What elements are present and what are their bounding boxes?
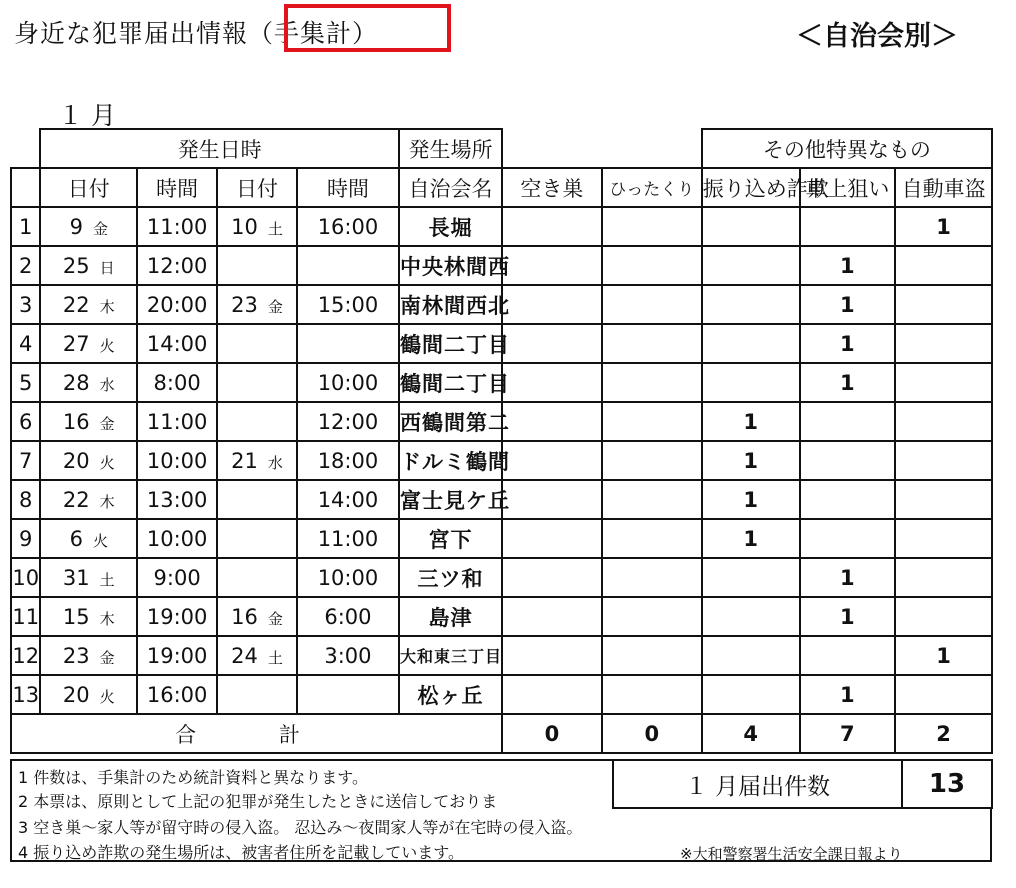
count-hittakuri <box>602 246 702 285</box>
end-date <box>217 558 297 597</box>
header-shajo: 車上狙い <box>800 168 896 207</box>
month-label: １ 月 <box>58 101 116 130</box>
table-body <box>11 207 992 714</box>
occurrence-date <box>40 558 137 597</box>
occurrence-day: 20 <box>62 448 90 473</box>
occurrence-weekday: 土 <box>99 570 115 589</box>
row-number: 8 <box>11 480 40 519</box>
count-jidosha: 1 <box>895 207 992 246</box>
count-akisu <box>502 636 602 675</box>
count-jidosha <box>895 597 992 636</box>
source-credit: ※大和警察署生活安全課日報より <box>680 845 903 863</box>
occurrence-time: 19:00 <box>137 636 217 675</box>
total-shajo: 7 <box>800 714 896 753</box>
count-akisu <box>502 558 602 597</box>
count-shajo: 1 <box>800 285 896 324</box>
count-furikome <box>702 675 800 714</box>
end-time: 10:00 <box>297 558 399 597</box>
occurrence-date <box>40 207 137 246</box>
occurrence-day: 22 <box>62 487 90 512</box>
count-jidosha <box>895 519 992 558</box>
count-akisu <box>502 363 602 402</box>
occurrence-date <box>40 480 137 519</box>
count-shajo: 1 <box>800 363 896 402</box>
row-number: 11 <box>11 597 40 636</box>
count-jidosha <box>895 363 992 402</box>
count-furikome: 1 <box>702 402 800 441</box>
table-row <box>11 675 992 714</box>
note-1: 1 件数は、手集計のため統計資料と異なります。 <box>18 768 368 787</box>
end-time: 18:00 <box>297 441 399 480</box>
count-shajo <box>800 636 896 675</box>
occurrence-date <box>40 519 137 558</box>
row-number: 5 <box>11 363 40 402</box>
count-jidosha <box>895 480 992 519</box>
occurrence-weekday: 金 <box>99 648 115 667</box>
total-furikome: 4 <box>702 714 800 753</box>
occurrence-weekday: 水 <box>99 375 115 394</box>
end-date <box>217 246 297 285</box>
end-weekday: 金 <box>267 297 283 316</box>
page-title-main: 身近な犯罪届出情報 <box>14 19 249 48</box>
end-date <box>217 324 297 363</box>
end-time <box>297 324 399 363</box>
occurrence-time: 16:00 <box>137 675 217 714</box>
table-row <box>11 363 992 402</box>
count-hittakuri <box>602 402 702 441</box>
count-furikome <box>702 207 800 246</box>
row-number: 7 <box>11 441 40 480</box>
monthly-count-box <box>612 759 993 809</box>
occurrence-day: 28 <box>62 370 90 395</box>
count-shajo <box>800 441 896 480</box>
occurrence-weekday: 日 <box>99 258 115 277</box>
occurrence-date <box>40 324 137 363</box>
table-row <box>11 207 992 246</box>
end-date <box>217 675 297 714</box>
page-subtitle: ＜自治会別＞ <box>796 21 958 52</box>
occurrence-weekday: 金 <box>99 414 115 433</box>
occurrence-day: 22 <box>62 292 90 317</box>
page-title <box>14 14 378 50</box>
table-row <box>11 558 992 597</box>
count-furikome <box>702 558 800 597</box>
crime-report-table <box>10 128 993 754</box>
header-occurrence-datetime: 発生日時 <box>40 129 399 168</box>
count-hittakuri <box>602 207 702 246</box>
count-shajo <box>800 402 896 441</box>
end-day: 23 <box>231 292 258 317</box>
table-row <box>11 324 992 363</box>
end-time: 12:00 <box>297 402 399 441</box>
row-number: 12 <box>11 636 40 675</box>
occurrence-time: 13:00 <box>137 480 217 519</box>
association-name: 西鶴間第二 <box>399 402 502 441</box>
occurrence-day: 15 <box>62 604 90 629</box>
end-date <box>217 519 297 558</box>
association-name: 三ツ和 <box>399 558 502 597</box>
red-highlight-box <box>284 4 451 52</box>
row-number: 1 <box>11 207 40 246</box>
count-furikome: 1 <box>702 519 800 558</box>
count-shajo: 1 <box>800 675 896 714</box>
end-time: 14:00 <box>297 480 399 519</box>
association-name: 宮下 <box>399 519 502 558</box>
row-number: 2 <box>11 246 40 285</box>
end-time <box>297 675 399 714</box>
occurrence-time: 20:00 <box>137 285 217 324</box>
occurrence-date <box>40 636 137 675</box>
end-time <box>297 246 399 285</box>
occurrence-date <box>40 246 137 285</box>
header-akisu: 空き巣 <box>502 168 602 207</box>
row-number: 4 <box>11 324 40 363</box>
occurrence-weekday: 金 <box>92 219 108 238</box>
count-akisu <box>502 246 602 285</box>
end-weekday: 金 <box>267 609 283 628</box>
association-name: 富士見ケ丘 <box>399 480 502 519</box>
count-akisu <box>502 675 602 714</box>
association-name: 鶴間二丁目 <box>399 363 502 402</box>
table-row <box>11 285 992 324</box>
end-time: 6:00 <box>297 597 399 636</box>
count-furikome <box>702 636 800 675</box>
blank-cell <box>11 129 40 168</box>
count-akisu <box>502 402 602 441</box>
end-time: 3:00 <box>297 636 399 675</box>
table-row <box>11 636 992 675</box>
occurrence-weekday: 木 <box>99 492 115 511</box>
end-date <box>217 441 297 480</box>
row-number: 6 <box>11 402 40 441</box>
occurrence-day: 27 <box>62 331 90 356</box>
count-furikome <box>702 597 800 636</box>
occurrence-day: 23 <box>62 643 90 668</box>
monthly-count-label: １ 月届出件数 <box>614 761 903 807</box>
occurrence-time: 9:00 <box>137 558 217 597</box>
occurrence-day: 9 <box>69 214 83 239</box>
count-akisu <box>502 207 602 246</box>
end-time: 11:00 <box>297 519 399 558</box>
note-3: 3 空き巣～家人等が留守時の侵入盗。 忍込み～夜間家人等が在宅時の侵入盗。 <box>18 818 583 837</box>
count-furikome <box>702 324 800 363</box>
occurrence-time: 12:00 <box>137 246 217 285</box>
header-other-special: その他特異なもの <box>702 129 992 168</box>
end-date <box>217 402 297 441</box>
end-date <box>217 636 297 675</box>
count-shajo: 1 <box>800 246 896 285</box>
table-row <box>11 441 992 480</box>
association-name: 松ヶ丘 <box>399 675 502 714</box>
count-furikome: 1 <box>702 441 800 480</box>
occurrence-day: 6 <box>69 526 83 551</box>
header-association: 自治会名 <box>399 168 502 207</box>
header-place: 発生場所 <box>399 129 502 168</box>
header-hittakuri: ひったくり <box>602 168 702 207</box>
end-date <box>217 207 297 246</box>
occurrence-day: 31 <box>62 565 90 590</box>
count-jidosha <box>895 246 992 285</box>
occurrence-day: 25 <box>62 253 90 278</box>
count-jidosha <box>895 558 992 597</box>
end-day: 21 <box>231 448 258 473</box>
count-shajo <box>800 480 896 519</box>
end-date <box>217 285 297 324</box>
count-furikome <box>702 246 800 285</box>
count-hittakuri <box>602 480 702 519</box>
count-hittakuri <box>602 324 702 363</box>
count-furikome <box>702 363 800 402</box>
occurrence-date <box>40 597 137 636</box>
count-jidosha <box>895 285 992 324</box>
count-jidosha <box>895 324 992 363</box>
count-hittakuri <box>602 519 702 558</box>
total-label: 合 計 <box>11 714 502 753</box>
association-name: 南林間西北 <box>399 285 502 324</box>
count-shajo: 1 <box>800 558 896 597</box>
header-time-1: 時間 <box>137 168 217 207</box>
occurrence-time: 19:00 <box>137 597 217 636</box>
count-akisu <box>502 480 602 519</box>
occurrence-date <box>40 363 137 402</box>
table-header <box>11 129 992 207</box>
count-jidosha: 1 <box>895 636 992 675</box>
occurrence-weekday: 木 <box>99 297 115 316</box>
count-akisu <box>502 441 602 480</box>
row-number: 9 <box>11 519 40 558</box>
count-shajo <box>800 207 896 246</box>
note-2: 2 本票は、原則として上記の犯罪が発生したときに送信しておりま <box>18 792 498 811</box>
occurrence-weekday: 火 <box>99 687 115 706</box>
header-date-1: 日付 <box>40 168 137 207</box>
occurrence-date <box>40 285 137 324</box>
header-no <box>11 168 40 207</box>
header-furikome: 振り込め詐欺 <box>702 168 800 207</box>
end-weekday: 土 <box>267 648 283 667</box>
total-jidosha: 2 <box>895 714 992 753</box>
occurrence-weekday: 火 <box>92 531 108 550</box>
occurrence-date <box>40 402 137 441</box>
end-date <box>217 480 297 519</box>
occurrence-weekday: 火 <box>99 453 115 472</box>
end-day: 16 <box>231 604 258 629</box>
end-day: 24 <box>231 643 258 668</box>
count-hittakuri <box>602 636 702 675</box>
count-akisu <box>502 519 602 558</box>
association-name: 長堀 <box>399 207 502 246</box>
table-row <box>11 246 992 285</box>
count-jidosha <box>895 441 992 480</box>
total-akisu: 0 <box>502 714 602 753</box>
count-hittakuri <box>602 441 702 480</box>
occurrence-day: 20 <box>62 682 90 707</box>
monthly-count-value: 13 <box>928 769 966 799</box>
association-name: 島津 <box>399 597 502 636</box>
occurrence-time: 14:00 <box>137 324 217 363</box>
end-weekday: 水 <box>267 453 283 472</box>
blank-cell <box>502 129 702 168</box>
count-shajo: 1 <box>800 324 896 363</box>
page-title-paren: （手集計） <box>248 19 379 48</box>
row-number: 13 <box>11 675 40 714</box>
end-date <box>217 597 297 636</box>
occurrence-time: 8:00 <box>137 363 217 402</box>
end-time: 10:00 <box>297 363 399 402</box>
table-row <box>11 480 992 519</box>
count-shajo: 1 <box>800 597 896 636</box>
end-date <box>217 363 297 402</box>
association-name: 大和東三丁目 <box>399 636 502 675</box>
end-time: 15:00 <box>297 285 399 324</box>
end-weekday: 土 <box>267 219 283 238</box>
occurrence-date <box>40 441 137 480</box>
count-hittakuri <box>602 285 702 324</box>
count-jidosha <box>895 402 992 441</box>
association-name: 中央林間西 <box>399 246 502 285</box>
occurrence-date <box>40 675 137 714</box>
count-hittakuri <box>602 363 702 402</box>
header-date-2: 日付 <box>217 168 297 207</box>
occurrence-day: 16 <box>62 409 90 434</box>
total-hittakuri: 0 <box>602 714 702 753</box>
occurrence-time: 11:00 <box>137 207 217 246</box>
occurrence-time: 11:00 <box>137 402 217 441</box>
row-number: 3 <box>11 285 40 324</box>
end-day: 10 <box>231 214 258 239</box>
count-shajo <box>800 519 896 558</box>
end-time: 16:00 <box>297 207 399 246</box>
count-hittakuri <box>602 558 702 597</box>
occurrence-time: 10:00 <box>137 441 217 480</box>
table-row <box>11 597 992 636</box>
occurrence-weekday: 火 <box>99 336 115 355</box>
occurrence-time: 10:00 <box>137 519 217 558</box>
count-akisu <box>502 597 602 636</box>
count-furikome <box>702 285 800 324</box>
count-akisu <box>502 324 602 363</box>
occurrence-weekday: 木 <box>99 609 115 628</box>
association-name: 鶴間二丁目 <box>399 324 502 363</box>
header-time-2: 時間 <box>297 168 399 207</box>
table-row <box>11 402 992 441</box>
association-name: ドルミ鶴間 <box>399 441 502 480</box>
note-4: 4 振り込め詐欺の発生場所は、被害者住所を記載しています。 <box>18 843 464 862</box>
count-akisu <box>502 285 602 324</box>
row-number: 10 <box>11 558 40 597</box>
count-furikome: 1 <box>702 480 800 519</box>
header-jidosha: 自動車盗 <box>895 168 992 207</box>
table-row <box>11 519 992 558</box>
count-jidosha <box>895 675 992 714</box>
count-hittakuri <box>602 675 702 714</box>
count-hittakuri <box>602 597 702 636</box>
table-footer <box>11 714 992 753</box>
